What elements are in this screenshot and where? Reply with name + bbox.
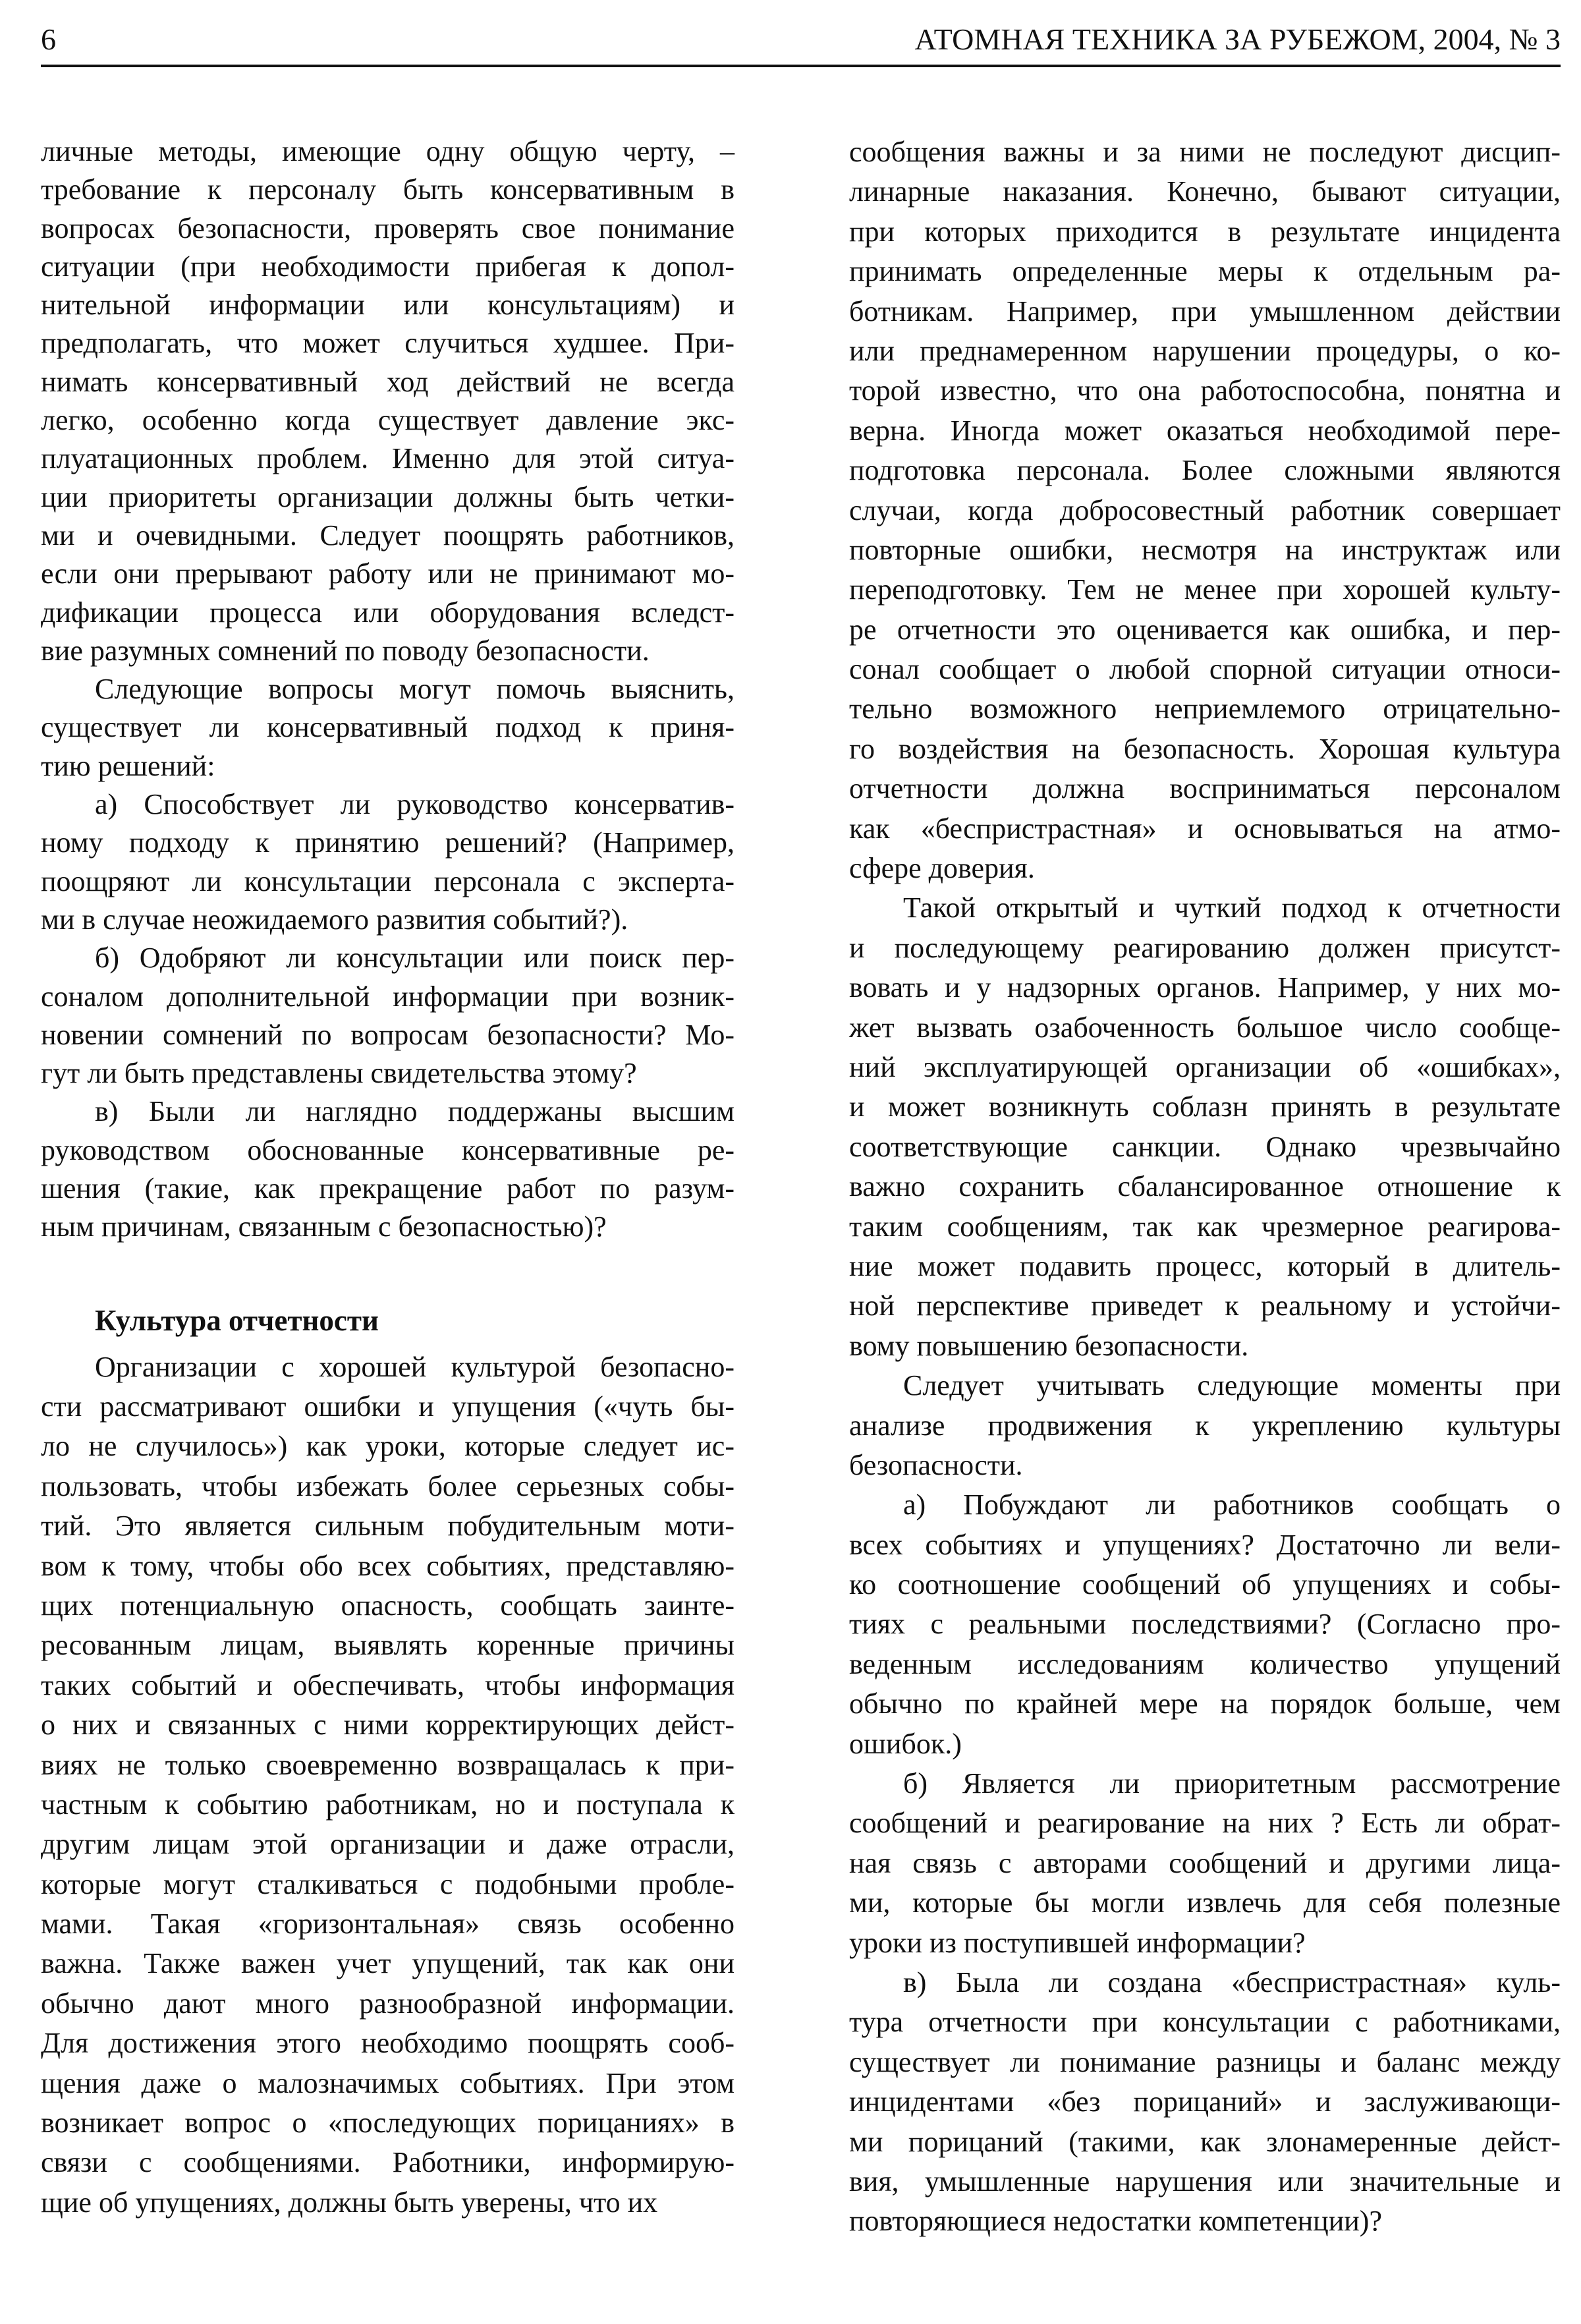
text-line: поощряют ли консультации персонала с эксперта- <box>41 864 735 897</box>
text-line: анализе продвижения к укреплению культуры <box>849 1409 1561 1442</box>
text-line: сти рассматривают ошибки и упущения («чуть бы- <box>41 1390 735 1423</box>
text-line: принимать определенные меры к отдельным ра- <box>849 255 1561 288</box>
text-line: ний эксплуатирующей организации об «ошибках», <box>849 1050 1561 1083</box>
paragraph <box>41 939 735 1092</box>
text-line: шения (такие, как прекращение работ по разум- <box>41 1172 735 1205</box>
text-line: безопасности. <box>849 1448 1023 1481</box>
text-line: мами. Такая «горизонтальная» связь особенно <box>41 1908 735 1941</box>
text-line: торой известно, что она работоспособна, понятна и <box>849 374 1561 407</box>
text-line: ко соотношение сообщений об упущениях и собы- <box>849 1568 1561 1601</box>
text-line: переподготовку. Тем не менее при хорошей культу- <box>849 573 1561 606</box>
text-line: повторяющиеся недостатки компетенции)? <box>849 2205 1382 2238</box>
text-line: всех событиях и упущениях? Достаточно ли вели- <box>849 1528 1561 1561</box>
text-line: ми порицаний (такими, как злонамеренные дейст- <box>849 2125 1561 2158</box>
paragraph <box>41 132 735 670</box>
text-line: ресованным лицам, выявлять коренные причины <box>41 1629 735 1662</box>
text-line: нительной информации или консультациям) и <box>41 289 735 322</box>
text-line: ми и очевидными. Следует поощрять работников, <box>41 519 735 552</box>
text-line: вовать и у надзорных органов. Например, у них мо- <box>849 971 1561 1004</box>
text-line: вия, умышленные нарушения или значительные и <box>849 2165 1561 2197</box>
text-line: б) Одобряют ли консультации или поиск пер- <box>95 942 735 975</box>
text-line: таких событий и обеспечивать, чтобы информация <box>41 1668 735 1701</box>
text-line: и может возникнуть соблазн принять в результате <box>849 1091 1561 1123</box>
text-line: о них и связанных с ними корректирующих дейст- <box>41 1709 735 1742</box>
paragraph <box>41 670 735 785</box>
text-line: тельно возможного неприемлемого отрицательно- <box>849 693 1561 725</box>
text-line: личные методы, имеющие одну общую черту, – <box>41 135 735 167</box>
text-line: щие об упущениях, должны быть уверены, что их <box>41 2186 658 2219</box>
text-line: инцидентами «без порицаний» и заслуживающи- <box>849 2085 1561 2118</box>
text-line: тура отчетности при консультации с работниками, <box>849 2006 1561 2039</box>
text-line: ние может подавить процесс, который в длитель- <box>849 1249 1561 1282</box>
text-line: повторные ошибки, несмотря на инструктаж или <box>849 533 1561 566</box>
text-line: ре отчетности это оценивается как ошибка, и пер- <box>849 613 1561 646</box>
text-line: сообщений и реагирование на них ? Есть ли обрат- <box>849 1807 1561 1840</box>
paragraph <box>849 1485 1561 1764</box>
left-column-lower-text <box>41 1347 735 2223</box>
text-line: Организации с хорошей культурой безопасно- <box>95 1350 735 1383</box>
text-line: ным причинам, связанным с безопасностью)? <box>41 1210 607 1243</box>
text-line: важна. Также важен учет упущений, так как они <box>41 1947 735 1980</box>
text-line: или преднамеренном нарушении процедуры, о ко- <box>849 334 1561 367</box>
text-line: ции приоритеты организации должны быть четки- <box>41 480 735 513</box>
text-line: плуатационных проблем. Именно для этой ситуа- <box>41 442 735 475</box>
text-line: линарные наказания. Конечно, бывают ситуации, <box>849 175 1561 208</box>
paragraph <box>41 785 735 939</box>
text-line: виях не только своевременно возвращалась к при- <box>41 1748 735 1781</box>
text-line: Следует учитывать следующие моменты при <box>903 1369 1561 1402</box>
text-line: пользовать, чтобы избежать более серьезных собы- <box>41 1469 735 1502</box>
text-line: обычно дают много разнообразной информации. <box>41 1987 735 2020</box>
text-line: отчетности должна восприниматься персоналом <box>849 772 1561 805</box>
text-line: щих потенциальную опасность, сообщать заинте- <box>41 1589 735 1622</box>
text-line: ошибок.) <box>849 1727 962 1760</box>
text-line: соналом дополнительной информации при возник- <box>41 980 735 1013</box>
text-line: легко, особенно когда существует давление экс- <box>41 404 735 437</box>
text-line: тию решений: <box>41 749 215 782</box>
paragraph <box>849 888 1561 1366</box>
text-line: ми в случае неожидаемого развития событий?). <box>41 903 628 936</box>
header-rule <box>41 65 1561 67</box>
text-line: вом к тому, чтобы обо всех событиях, представляю- <box>41 1549 735 1582</box>
text-line: гут ли быть представлены свидетельства этому? <box>41 1057 637 1090</box>
paragraph <box>849 132 1561 888</box>
text-line: случаи, когда добросовестный работник совершает <box>849 494 1561 526</box>
text-line: верна. Иногда может оказаться необходимой пере- <box>849 414 1561 447</box>
text-line: дификации процесса или оборудования вследст- <box>41 596 735 629</box>
text-line: в) Была ли создана «беспристрастная» куль- <box>903 1966 1561 1998</box>
text-line: и последующему реагированию должен присутст- <box>849 931 1561 964</box>
text-line: веденным исследованиям количество упущений <box>849 1647 1561 1680</box>
text-line: Такой открытый и чуткий подход к отчетности <box>903 892 1561 924</box>
text-line: уроки из поступившей информации? <box>849 1926 1306 1959</box>
text-line: ло не случилось») как уроки, которые следует ис- <box>41 1430 735 1463</box>
text-line: как «беспристрастная» и основываться на атмо- <box>849 812 1561 845</box>
text-line: вие разумных сомнений по поводу безопасности. <box>41 634 650 667</box>
text-line: вопросах безопасности, проверять свое понимание <box>41 212 735 244</box>
text-line: связи с сообщениями. Работники, информирую- <box>41 2146 735 2179</box>
text-line: при которых приходится в результате инцидента <box>849 215 1561 248</box>
text-line: новении сомнений по вопросам безопасности? Мо- <box>41 1018 735 1051</box>
text-line: Следующие вопросы могут помочь выяснить, <box>95 673 735 706</box>
text-line: ному подходу к принятию решений? (Например, <box>41 826 735 859</box>
text-line: ситуации (при необходимости прибегая к допол- <box>41 250 735 283</box>
text-line: таким сообщениям, так как чрезмерное реагирова- <box>849 1210 1561 1243</box>
text-line: в) Были ли наглядно поддержаны высшим <box>95 1095 735 1128</box>
text-line: важно сохранить сбалансированное отношение к <box>849 1170 1561 1203</box>
right-column <box>849 132 1561 2242</box>
text-line: если они прерывают работу или не принимают мо- <box>41 557 735 590</box>
paragraph <box>849 1366 1561 1485</box>
text-line: другим лицам этой организации и даже отрасли, <box>41 1828 735 1861</box>
text-line: предполагать, что может случиться худшее. При- <box>41 327 735 360</box>
text-line: а) Способствует ли руководство консерватив- <box>95 788 735 821</box>
text-line: ной перспективе приведет к реальному и устойчи- <box>849 1290 1561 1322</box>
left-column <box>41 132 735 2223</box>
text-line: вому повышению безопасности. <box>849 1329 1249 1362</box>
text-line: а) Побуждают ли работников сообщать о <box>903 1488 1561 1521</box>
text-line: б) Является ли приоритетным рассмотрение <box>903 1767 1561 1800</box>
text-line: тий. Это является сильным побудительным моти- <box>41 1510 735 1543</box>
text-line: требование к персоналу быть консервативным в <box>41 173 735 206</box>
text-line: жет вызвать озабоченность большое число сообще- <box>849 1011 1561 1044</box>
paragraph <box>849 1764 1561 1963</box>
paragraph <box>41 1347 735 2223</box>
text-line: соответствующие санкции. Однако чрезвычайно <box>849 1130 1561 1163</box>
text-line: сообщения важны и за ними не последуют дисцип- <box>849 136 1561 168</box>
text-line: го воздействия на безопасность. Хорошая культура <box>849 732 1561 765</box>
text-line: существует ли консервативный подход к приня- <box>41 711 735 744</box>
text-line: которые могут сталкиваться с подобными пробле- <box>41 1867 735 1900</box>
section-heading: Культура отчетности <box>95 1303 379 1337</box>
text-line: тиях с реальными последствиями? (Согласно про- <box>849 1608 1561 1641</box>
journal-title: АТОМНАЯ ТЕХНИКА ЗА РУБЕЖОМ, 2004, № 3 <box>914 22 1561 56</box>
page-number: 6 <box>41 22 56 56</box>
text-line: сонал сообщает о любой спорной ситуации относи- <box>849 653 1561 686</box>
text-line: руководством обоснованные консервативные ре- <box>41 1133 735 1166</box>
text-line: нимать консервативный ход действий не всегда <box>41 365 735 398</box>
text-line: обычно по крайней мере на порядок больше, чем <box>849 1687 1561 1720</box>
text-line: ми, которые бы могли извлечь для себя полезные <box>849 1886 1561 1919</box>
text-line: щения даже о малозначимых событиях. При этом <box>41 2066 735 2099</box>
text-line: Для достижения этого необходимо поощрять сооб- <box>41 2027 735 2060</box>
text-line: частным к событию работникам, но и поступала к <box>41 1788 735 1821</box>
left-column-upper-text <box>41 132 735 1247</box>
text-line: подготовка персонала. Более сложными являются <box>849 454 1561 487</box>
text-line: ная связь с авторами сообщений и другими лица- <box>849 1846 1561 1879</box>
text-line: возникает вопрос о «последующих порицаниях» в <box>41 2107 735 2140</box>
text-line: сфере доверия. <box>849 852 1035 885</box>
paragraph <box>849 1963 1561 2242</box>
paragraph <box>41 1092 735 1246</box>
text-line: ботникам. Например, при умышленном действии <box>849 295 1561 327</box>
text-line: существует ли понимание разницы и баланс между <box>849 2045 1561 2078</box>
